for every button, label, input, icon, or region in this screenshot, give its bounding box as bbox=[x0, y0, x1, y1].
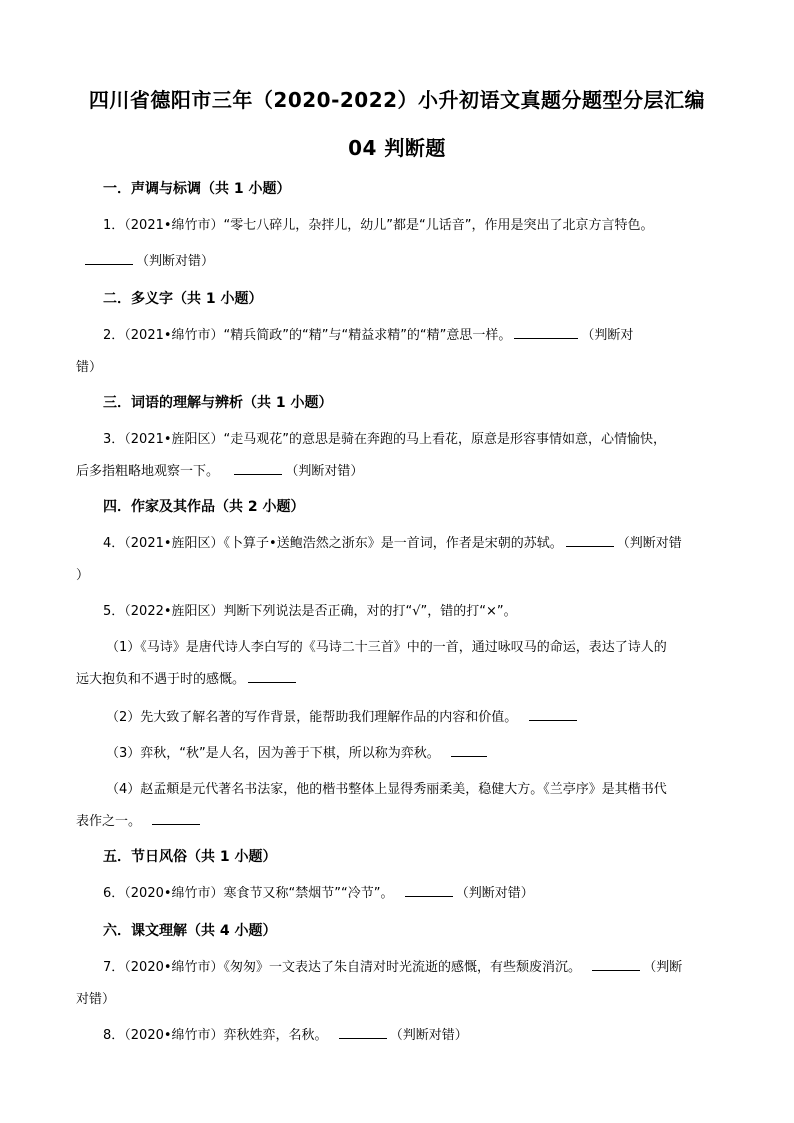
answer-blank[interactable] bbox=[234, 462, 282, 475]
question-2-text: 2．（2021•绵竹市）“精兵简政”的“精”与“精益求精”的“精”意思一样。 （判断对 bbox=[103, 328, 634, 343]
answer-blank[interactable] bbox=[248, 670, 296, 683]
section-heading-word-meaning: 三．词语的理解与辨析（共 1 小题） bbox=[103, 395, 333, 411]
question-5-item-4: （4）赵孟頫是元代著名书法家，他的楷书整体上显得秀丽柔美，稳健大方。《兰亭序》是其楷书代 bbox=[106, 782, 667, 797]
question-3-continued: 后多指粗略地观察一下。 （判断对错） bbox=[76, 464, 364, 479]
section-heading-festival-customs: 五．节日风俗（共 1 小题） bbox=[103, 849, 277, 865]
answer-blank[interactable] bbox=[339, 1026, 387, 1039]
question-4-continued: ） bbox=[76, 568, 90, 583]
question-6-text: 6．（2020•绵竹市）寒食节又称“禁烟节”“冷节”。 （判断对错） bbox=[103, 886, 534, 901]
question-2-continued: 错） bbox=[76, 360, 103, 375]
question-7-text: 7．（2020•绵竹市）《匆匆》一文表达了朱自清对时光流逝的感慨，有些颓废消沉。 （判断 bbox=[103, 960, 683, 975]
question-8-text: 8．（2020•绵竹市）弈秋姓弈，名秋。 （判断对错） bbox=[103, 1028, 468, 1043]
section-heading-text-comprehension: 六．课文理解（共 4 小题） bbox=[103, 923, 277, 939]
answer-blank[interactable] bbox=[566, 534, 614, 547]
document-title: 四川省德阳市三年（2020-2022）小升初语文真题分题型分层汇编 bbox=[88, 88, 706, 112]
answer-blank[interactable] bbox=[405, 884, 453, 897]
question-5-item-1: （1）《马诗》是唐代诗人李白写的《马诗二十三首》中的一首，通过咏叹马的命运，表达了诗人的 bbox=[106, 640, 667, 655]
answer-blank[interactable] bbox=[451, 744, 487, 757]
section-heading-authors-works: 四．作家及其作品（共 2 小题） bbox=[103, 499, 305, 515]
answer-blank[interactable] bbox=[514, 326, 578, 339]
question-5-item-2: （2）先大致了解名著的写作背景，能帮助我们理解作品的内容和价值。 bbox=[106, 706, 580, 725]
answer-blank[interactable] bbox=[529, 708, 577, 721]
answer-blank[interactable] bbox=[85, 252, 133, 265]
section-heading-tones: 一．声调与标调（共 1 小题） bbox=[103, 181, 291, 197]
question-3-text: 3．（2021•旌阳区）“走马观花”的意思是骑在奔跑的马上看花，原意是形容事情如意，心情愉快， bbox=[103, 432, 666, 447]
question-5-item-3: （3）弈秋，“秋”是人名，因为善于下棋，所以称为弈秋。 bbox=[106, 742, 490, 761]
section-heading-polysemy: 二．多义字（共 1 小题） bbox=[103, 291, 263, 307]
question-5-item-4-continued: 表作之一。 bbox=[76, 810, 203, 829]
answer-blank[interactable] bbox=[152, 812, 200, 825]
question-4-text: 4．（2021•旌阳区）《卜算子•送鲍浩然之浙东》是一首词，作者是宋朝的苏轼。 （判断对错 bbox=[103, 536, 682, 551]
question-1-answer-line: （判断对错） bbox=[82, 250, 214, 269]
question-5-item-1-continued: 远大抱负和不遇于时的感慨。 bbox=[76, 668, 299, 687]
document-subtitle: 04 判断题 bbox=[348, 136, 446, 160]
question-5-text: 5．（2022•旌阳区）判断下列说法是否正确，对的打“√”，错的打“×”。 bbox=[103, 604, 517, 619]
answer-blank[interactable] bbox=[592, 958, 640, 971]
question-7-continued: 对错） bbox=[76, 992, 116, 1007]
question-1-text: 1．（2021•绵竹市）“零七八碎儿，杂拌儿，幼儿”都是“儿话音”，作用是突出了北京方言特色。 bbox=[103, 218, 654, 233]
